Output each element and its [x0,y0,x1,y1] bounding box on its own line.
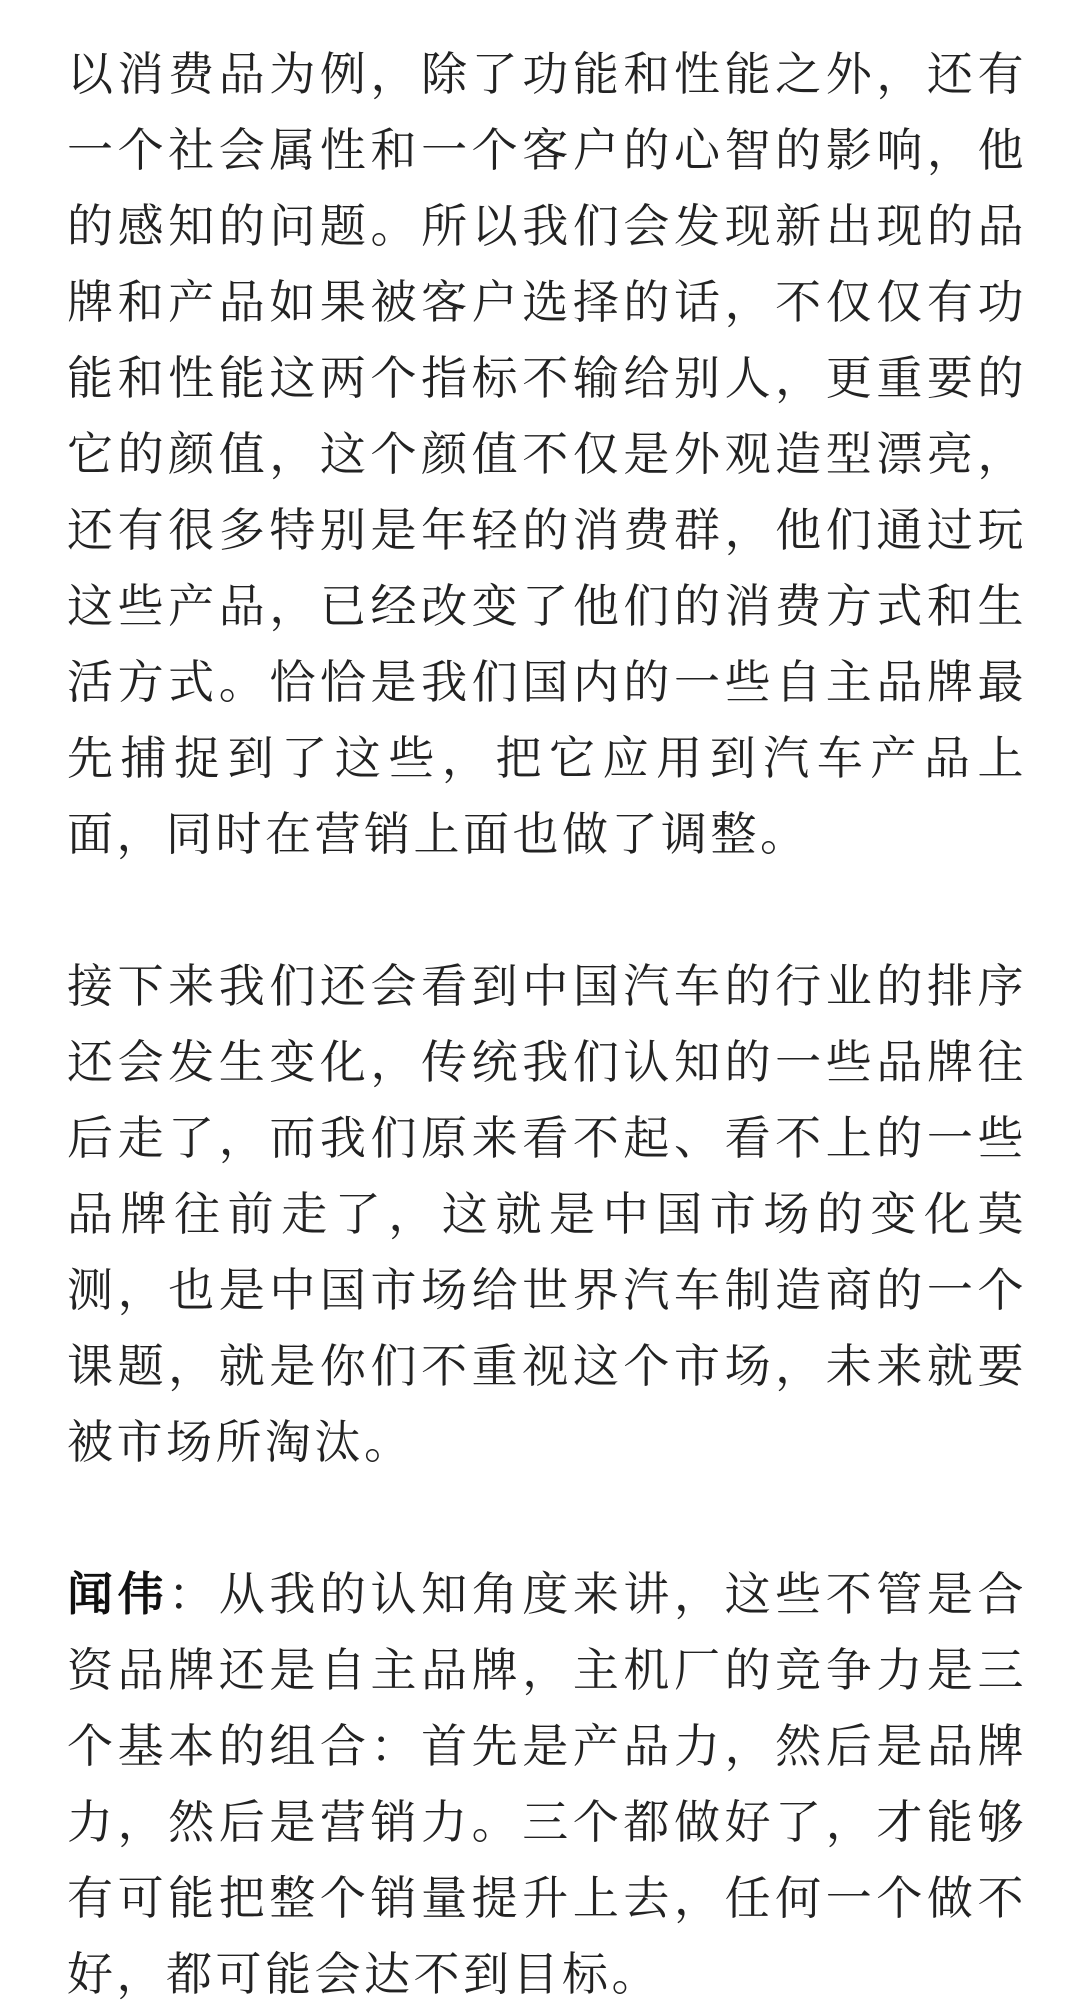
speaker-name: 闻伟 [67,1567,169,1621]
paragraph-industry-ranking: 接下来我们还会看到中国汽车的行业的排序还会发生变化，传统我们认知的一些品牌往后走了，而我们原来看不起、看不上的一些品牌往前走了，这就是中国市场的变化莫测，也是中国市场给世界汽车制造商的一个课题，就是你们不重视这个市场，未来就要被市场所淘汰。 [67,959,1027,1469]
paragraph-spacer [67,1480,1027,1556]
paragraph-spacer [67,872,1027,948]
paragraph-consumer-products: 以消费品为例，除了功能和性能之外，还有一个社会属性和一个客户的心智的影响，他的感知的问题。所以我们会发现新出现的品牌和产品如果被客户选择的话，不仅仅有功能和性能这两个指标不输给别人，更重要的它的颜值，这个颜值不仅是外观造型漂亮，还有很多特别是年轻的消费群，他们通过玩这些产品，已经改变了他们的消费方式和生活方式。恰恰是我们国内的一些自主品牌最先捕捉到了这些，把它应用到汽车产品上面，同时在营销上面也做了调整。 [67,47,1027,861]
article-body [67,36,1027,2012]
speaker-colon: ： [168,1567,219,1621]
paragraph-speaker-quote [67,1556,1027,2012]
speaker-quote-text: 从我的认知角度来讲，这些不管是合资品牌还是自主品牌，主机厂的竞争力是三个基本的组合：首先是产品力，然后是品牌力，然后是营销力。三个都做好了，才能够有可能把整个销量提升上去，任何一个做不好，都可能会达不到目标。 [67,1567,1028,2001]
